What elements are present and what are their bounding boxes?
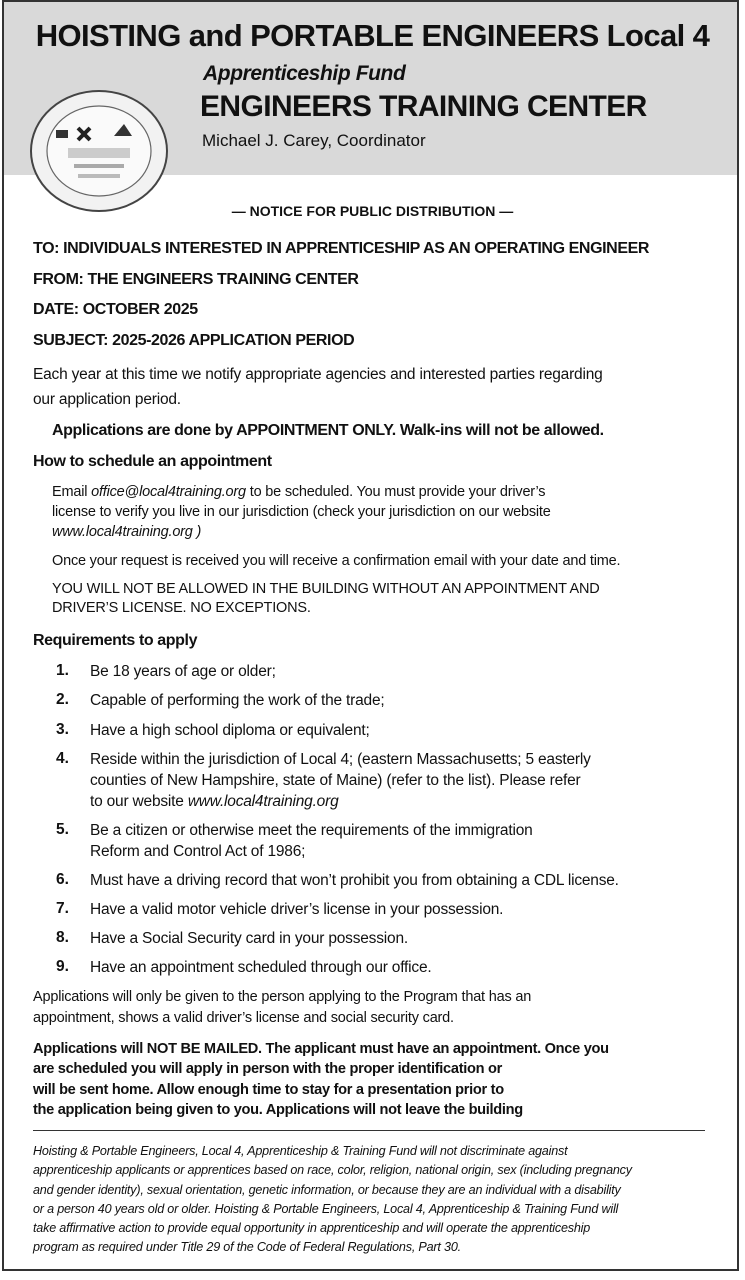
text: YOU WILL NOT BE ALLOWED IN THE BUILDING WITHOUT AN APPOINTMENT AND	[52, 581, 600, 597]
text: appointment, shows a valid driver’s license and social security card.	[33, 1010, 454, 1026]
requirement-text	[90, 791, 591, 812]
requirement-item	[90, 820, 533, 862]
intro-paragraph	[33, 362, 603, 412]
requirement-number: 6.	[56, 871, 69, 888]
fund-subtitle: Apprenticeship Fund	[203, 62, 406, 85]
text: DRIVER’S LICENSE. NO EXCEPTIONS.	[52, 600, 311, 616]
requirement-text	[90, 749, 591, 770]
intro-line: our application period.	[33, 391, 181, 408]
requirement-text	[90, 870, 619, 891]
nondiscrimination-statement	[33, 1142, 713, 1258]
memo-date: DATE: OCTOBER 2025	[33, 301, 198, 318]
requirement-item	[90, 720, 370, 741]
text: Be 18 years of age or older;	[90, 663, 276, 680]
requirement-number: 7.	[56, 900, 69, 917]
org-title: HOISTING and PORTABLE ENGINEERS Local 4	[35, 18, 710, 53]
requirement-text	[90, 899, 503, 920]
memo-to: TO: INDIVIDUALS INTERESTED IN APPRENTICESHIP AS AN OPERATING ENGINEER	[33, 240, 650, 257]
requirement-number: 2.	[56, 691, 69, 708]
text: program as required under Title 29 of the Code of Federal Regulations, Part 30.	[33, 1240, 461, 1255]
text: Applications will NOT BE MAILED. The applicant must have an appointment. Once you	[33, 1041, 609, 1057]
requirement-number: 4.	[56, 750, 69, 767]
center-name: ENGINEERS TRAINING CENTER	[200, 90, 647, 123]
text: are scheduled you will apply in person with the proper identification or	[33, 1061, 502, 1078]
text: Have a high school diploma or equivalent;	[90, 722, 370, 739]
email-link[interactable]: office@local4training.org	[91, 484, 246, 500]
requirement-text	[90, 690, 384, 711]
intro-line: Each year at this time we notify appropriate agencies and interested parties regarding	[33, 366, 603, 383]
text: Capable of performing the work of the trade;	[90, 692, 385, 709]
text: Have an appointment scheduled through our office.	[90, 959, 432, 976]
requirement-text	[90, 770, 591, 791]
warning-note	[52, 580, 600, 618]
requirement-text	[90, 928, 408, 949]
requirements-heading: Requirements to apply	[33, 632, 198, 649]
text: or a person 40 years old or older. Hoisting & Portable Engineers, Local 4, Apprenticeship & Training Fund will	[33, 1201, 619, 1216]
text: to be scheduled. You must provide your driver’s	[245, 484, 546, 500]
requirement-item	[90, 690, 384, 711]
text: the application being given to you. Applications will not leave the building	[33, 1101, 523, 1118]
text: Hoisting & Portable Engineers, Local 4, Apprenticeship & Training Fund will not discriminate against	[33, 1144, 568, 1158]
mail-note	[33, 1039, 609, 1120]
text: Have a valid motor vehicle driver’s license in your possession.	[90, 901, 504, 918]
schedule-heading: How to schedule an appointment	[33, 453, 272, 470]
requirement-text	[90, 661, 276, 682]
text: Be a citizen or otherwise meet the requirements of the immigration	[90, 822, 533, 839]
text: Email	[52, 484, 92, 500]
text: Applications will only be given to the person applying to the Program that has an	[33, 989, 532, 1005]
text: Reform and Control Act of 1986;	[90, 843, 306, 860]
text: to our website	[90, 793, 188, 810]
schedule-instructions	[52, 482, 551, 542]
requirement-number: 9.	[56, 958, 69, 975]
requirement-number: 5.	[56, 821, 69, 838]
text: license to verify you live in our jurisdiction (check your jurisdiction on our website	[52, 504, 551, 520]
requirement-item	[90, 928, 408, 949]
website-link[interactable]: www.local4training.org )	[52, 524, 202, 540]
text: and gender identity), sexual orientation, genetic information, or because they are an individual with a disability	[33, 1182, 621, 1197]
coordinator: Michael J. Carey, Coordinator	[202, 131, 426, 150]
divider	[33, 1130, 705, 1131]
appointment-note: Applications are done by APPOINTMENT ONLY. Walk-ins will not be allowed.	[52, 422, 604, 439]
text: apprenticeship applicants or apprentices based on race, color, religion, national origin, sex (including pregnancy	[33, 1163, 632, 1178]
requirement-text	[90, 720, 370, 741]
requirement-item	[90, 661, 276, 682]
requirement-number: 1.	[56, 662, 69, 679]
confirmation-note: Once your request is received you will receive a confirmation email with your date and time.	[52, 553, 621, 569]
memo-from: FROM: THE ENGINEERS TRAINING CENTER	[33, 271, 359, 288]
text: take affirmative action to provide equal opportunity in apprenticeship and will operate the apprenticeship	[33, 1221, 591, 1236]
text: will be sent home. Allow enough time to stay for a presentation prior to	[33, 1081, 504, 1098]
text: Must have a driving record that won’t prohibit you from obtaining a CDL license.	[90, 872, 619, 889]
website-link[interactable]: www.local4training.org	[187, 793, 339, 810]
requirement-item	[90, 899, 503, 920]
text: Reside within the jurisdiction of Local 4; (eastern Massachusetts; 5 easterly	[90, 751, 591, 768]
requirement-item	[90, 749, 591, 812]
requirement-item	[90, 870, 619, 891]
union-seal-logo	[28, 88, 170, 214]
requirement-text	[90, 957, 432, 978]
requirement-text	[90, 841, 533, 862]
requirement-number: 8.	[56, 929, 69, 946]
applications-note	[33, 987, 531, 1029]
requirement-number: 3.	[56, 721, 69, 738]
notice-label: — NOTICE FOR PUBLIC DISTRIBUTION —	[231, 203, 514, 219]
memo-subject: SUBJECT: 2025-2026 APPLICATION PERIOD	[33, 332, 355, 349]
requirement-text	[90, 820, 533, 841]
text: Have a Social Security card in your possession.	[90, 930, 408, 947]
text: counties of New Hampshire, state of Maine) (refer to the list). Please refer	[90, 772, 581, 789]
requirement-item	[90, 957, 432, 978]
